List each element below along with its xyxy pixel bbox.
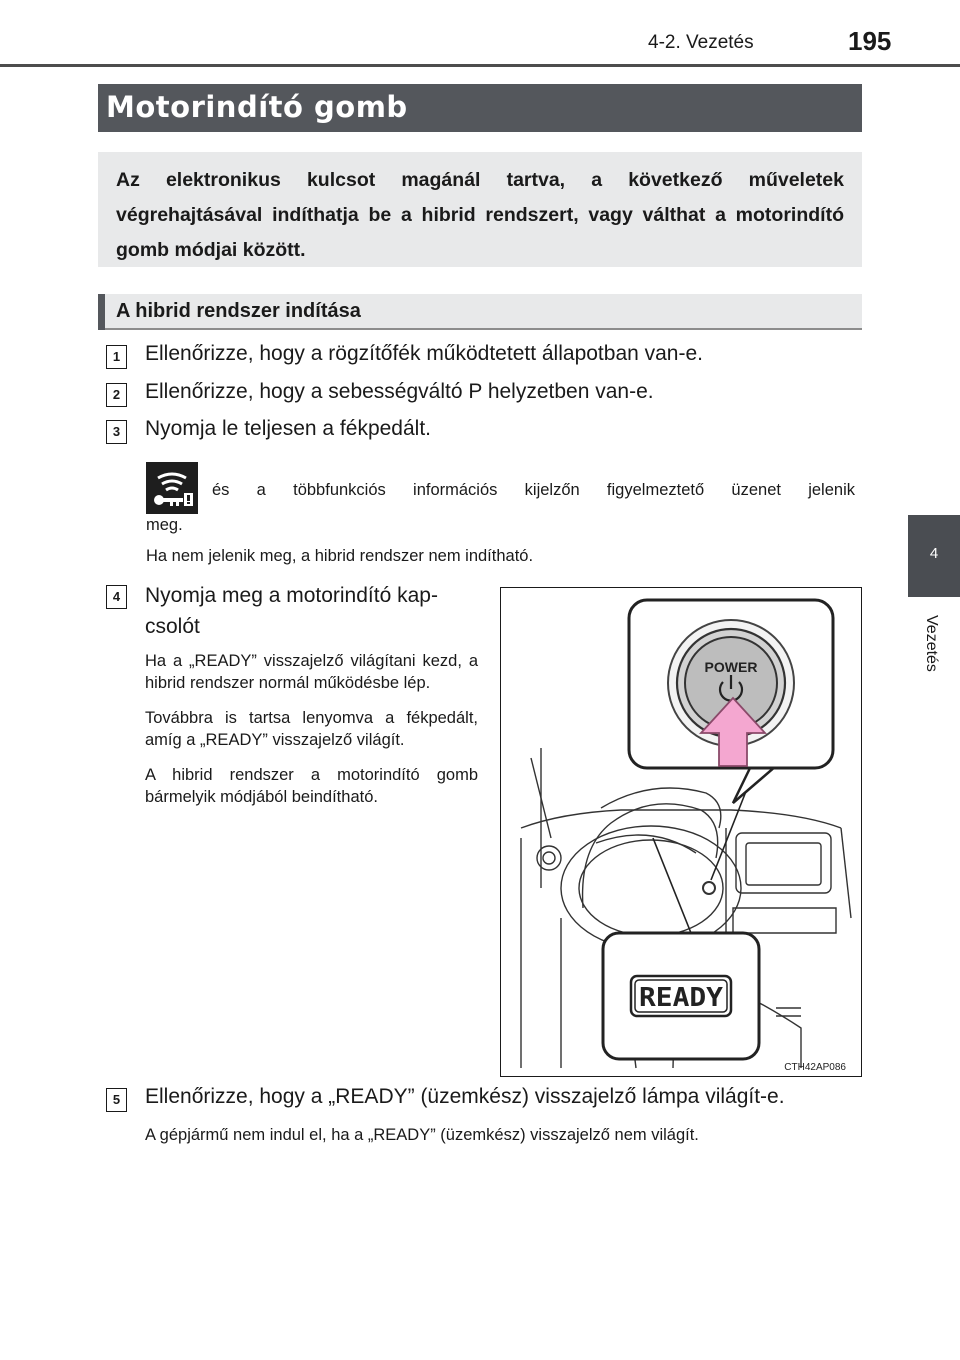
ready-callout bbox=[603, 933, 759, 1059]
step-text: Ellenőrizze, hogy a rögzítőfék működtetett állapotban van-e. bbox=[145, 342, 703, 365]
header-rule bbox=[0, 64, 960, 67]
power-label: POWER bbox=[704, 659, 758, 675]
step4-text bbox=[145, 580, 485, 642]
step-number: 2 bbox=[106, 383, 127, 407]
intro-text: Az elektronikus kulcsot magánál tartva, a következő műveletek végrehajtásával indíthatja be a hibrid rendszert, vagy válthat a motorindító gomb módjai között. bbox=[116, 169, 844, 261]
page-title-bar bbox=[98, 84, 862, 132]
step3-note-line2: Ha nem jelenik meg, a hibrid rendszer nem indítható. bbox=[146, 547, 534, 565]
step4-note: Továbbra is tartsa lenyomva a fékpedált, amíg a „READY” visszajelző világít. bbox=[145, 709, 478, 749]
intro-box bbox=[98, 152, 862, 267]
page-title: Motorindító gomb bbox=[106, 90, 408, 124]
step3-note-line1: és a többfunkciós információs kijelzőn figyelmeztető üzenet jelenik bbox=[212, 481, 855, 499]
chapter-number: 4 bbox=[929, 545, 939, 562]
step-text: Ellenőrizze, hogy a sebességváltó P helyzetben van-e. bbox=[145, 380, 654, 403]
step4-text-line2: csolót bbox=[145, 615, 200, 638]
step5-note: A gépjármű nem indul el, ha a „READY” (üzemkész) visszajelző nem világít. bbox=[145, 1126, 699, 1144]
step4-notes bbox=[145, 650, 478, 821]
step-number: 4 bbox=[106, 585, 127, 609]
ready-label: READY bbox=[639, 983, 724, 1013]
subsection-accent bbox=[98, 294, 105, 330]
step4-note: A hibrid rendszer a motorindító gomb bármelyik módjából beindítható. bbox=[145, 766, 478, 806]
step3-note-line1-cont: meg. bbox=[146, 516, 183, 534]
step-number: 1 bbox=[106, 345, 127, 369]
step-number: 3 bbox=[106, 420, 127, 444]
step-text: Ellenőrizze, hogy a „READY” (üzemkész) visszajelző lámpa világít-e. bbox=[145, 1085, 785, 1108]
chapter-side-label bbox=[900, 615, 960, 695]
step4-text-line1: Nyomja meg a motorindító kap- bbox=[145, 584, 438, 607]
step-number: 5 bbox=[106, 1088, 127, 1112]
chapter-label: Vezetés bbox=[923, 615, 940, 672]
step-text: Nyomja le teljesen a fékpedált. bbox=[145, 417, 431, 440]
subsection-bar bbox=[98, 294, 862, 330]
chapter-tab bbox=[908, 515, 960, 597]
subsection-title: A hibrid rendszer indítása bbox=[116, 300, 361, 322]
page-number: 195 bbox=[848, 26, 892, 56]
section-header: 4-2. Vezetés bbox=[648, 32, 754, 53]
step4-note: Ha a „READY” visszajelző világítani kezd, a hibrid rendszer normál működésbe lép. bbox=[145, 652, 478, 692]
power-callout bbox=[629, 600, 833, 803]
power-button-illustration bbox=[500, 587, 862, 1077]
key-warning-icon bbox=[146, 462, 198, 514]
figure-code: CTH42AP086 bbox=[784, 1062, 846, 1073]
